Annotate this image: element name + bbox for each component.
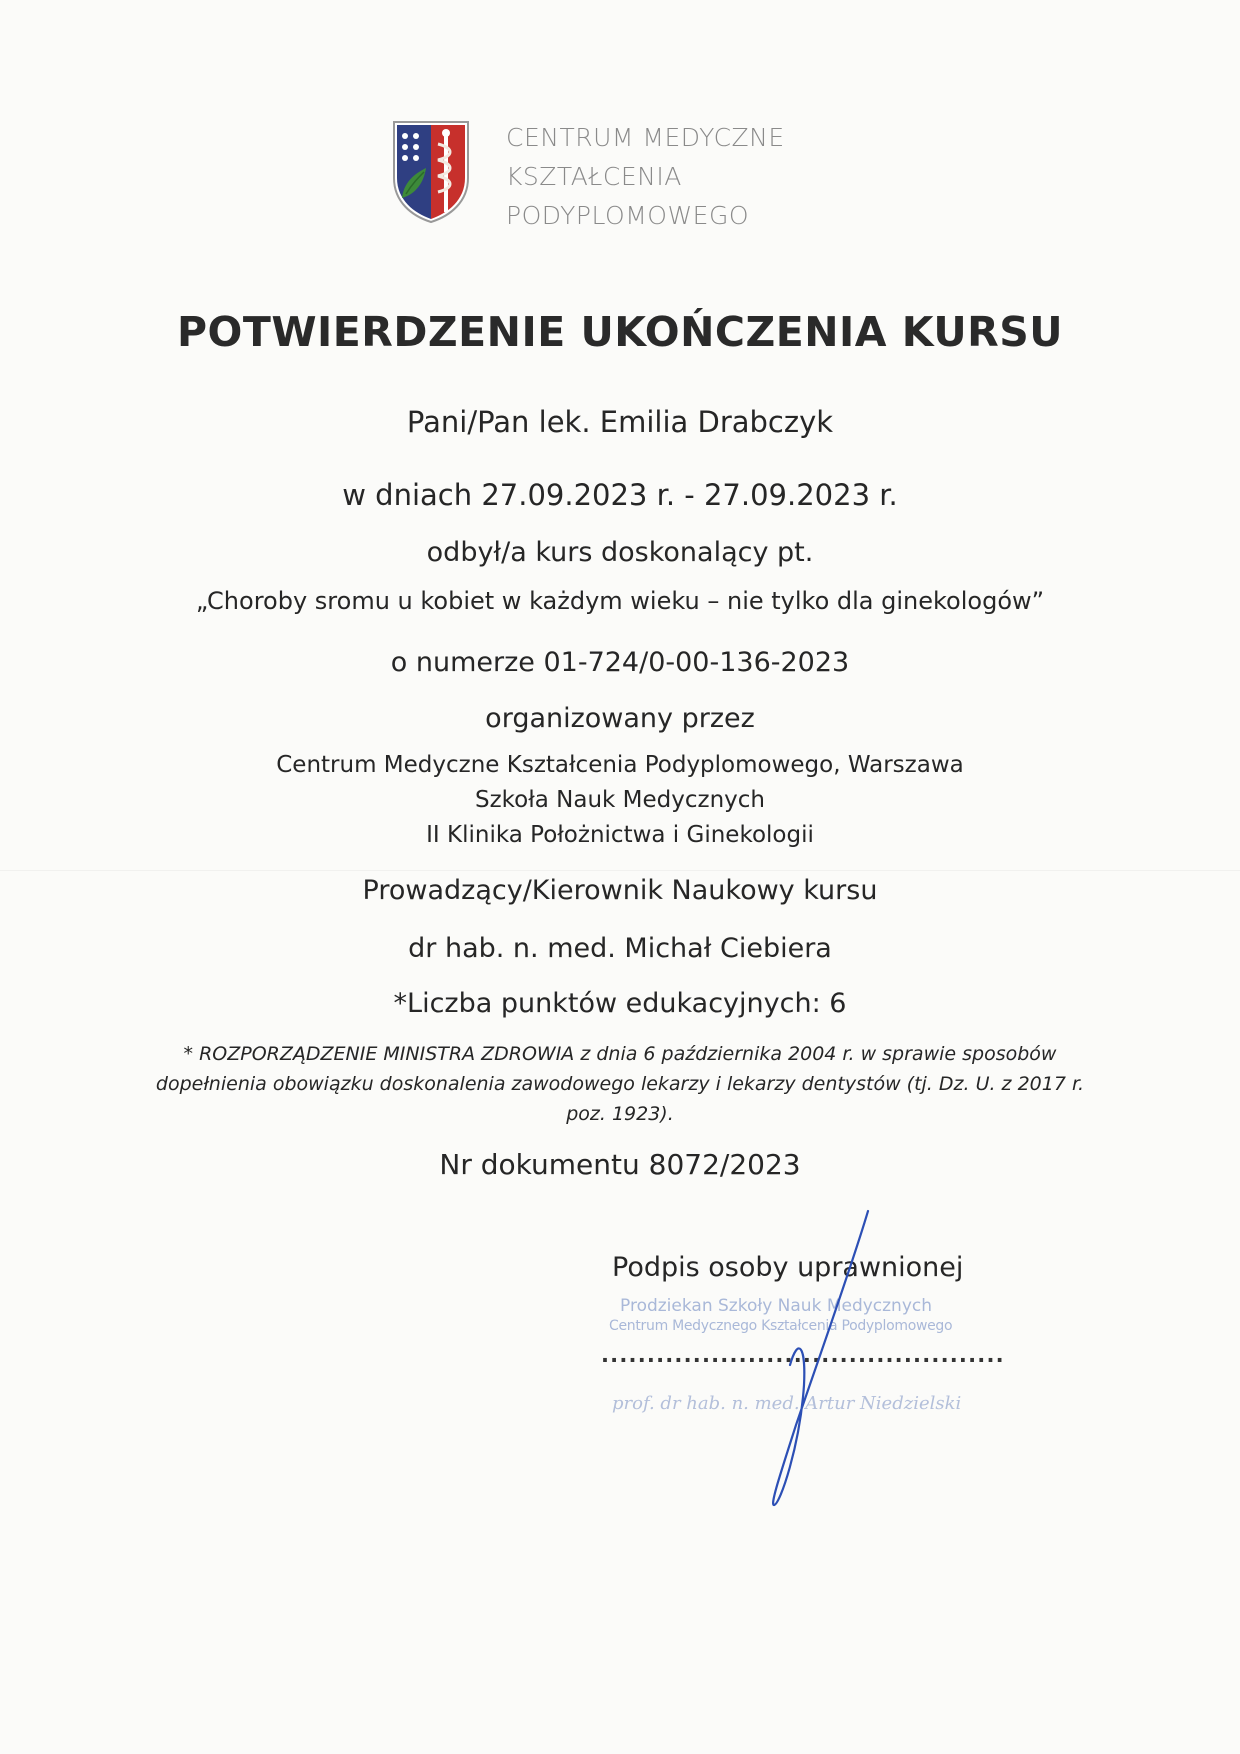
stamp-title: Prodziekan Szkoły Nauk Medycznych — [620, 1296, 933, 1316]
stamp-name: prof. dr hab. n. med. Artur Niedzielski — [612, 1393, 962, 1414]
footnote-line: poz. 1923). — [566, 1103, 674, 1125]
course-number: o numerze 01-724/0-00-136-2023 — [390, 647, 850, 678]
document-number: Nr dokumentu 8072/2023 — [439, 1148, 801, 1181]
course-type: odbył/a kurs doskonalący pt. — [426, 537, 814, 568]
education-points: *Liczba punktów edukacyjnych: 6 — [393, 988, 847, 1019]
signature-line: ............................................ — [601, 1343, 1005, 1367]
org-header-line: CENTRUM MEDYCZNE — [506, 123, 785, 152]
stamp-institution: Centrum Medycznego Kształcenia Podyplomowego — [609, 1318, 953, 1334]
organizer-line: Centrum Medyczne Kształcenia Podyplomowego, Warszawa — [276, 752, 964, 778]
course-dates: w dniach 27.09.2023 r. - 27.09.2023 r. — [342, 478, 898, 512]
organized-by-label: organizowany przez — [485, 703, 755, 734]
signature-label: Podpis osoby uprawnionej — [612, 1252, 964, 1283]
handwritten-signature-icon — [740, 1205, 900, 1515]
footnote-line: dopełnienia obowiązku doskonalenia zawodowego lekarzy i lekarzy dentystów (tj. Dz. U. z 2017 r. — [155, 1073, 1085, 1095]
paper-fold — [0, 870, 1240, 871]
document-title: POTWIERDZENIE UKOŃCZENIA KURSU — [176, 308, 1064, 356]
course-title: „Choroby sromu u kobiet w każdym wieku – nie tylko dla ginekologów” — [195, 587, 1045, 615]
organizer-line: Szkoła Nauk Medycznych — [474, 787, 766, 813]
org-header-line: PODYPLOMOWEGO — [506, 201, 750, 230]
org-header-line: KSZTAŁCENIA — [506, 162, 682, 191]
org-header — [506, 118, 785, 235]
caduceus-shield-logo-icon — [392, 120, 470, 224]
footnote-line: * ROZPORZĄDZENIE MINISTRA ZDROWIA z dnia 6 października 2004 r. w sprawie sposobów — [183, 1043, 1057, 1065]
leader-label: Prowadzący/Kierownik Naukowy kursu — [362, 875, 878, 906]
leader-name: dr hab. n. med. Michał Ciebiera — [408, 933, 832, 964]
participant-name: Pani/Pan lek. Emilia Drabczyk — [406, 405, 834, 439]
organizer-line: II Klinika Położnictwa i Ginekologii — [426, 822, 814, 848]
